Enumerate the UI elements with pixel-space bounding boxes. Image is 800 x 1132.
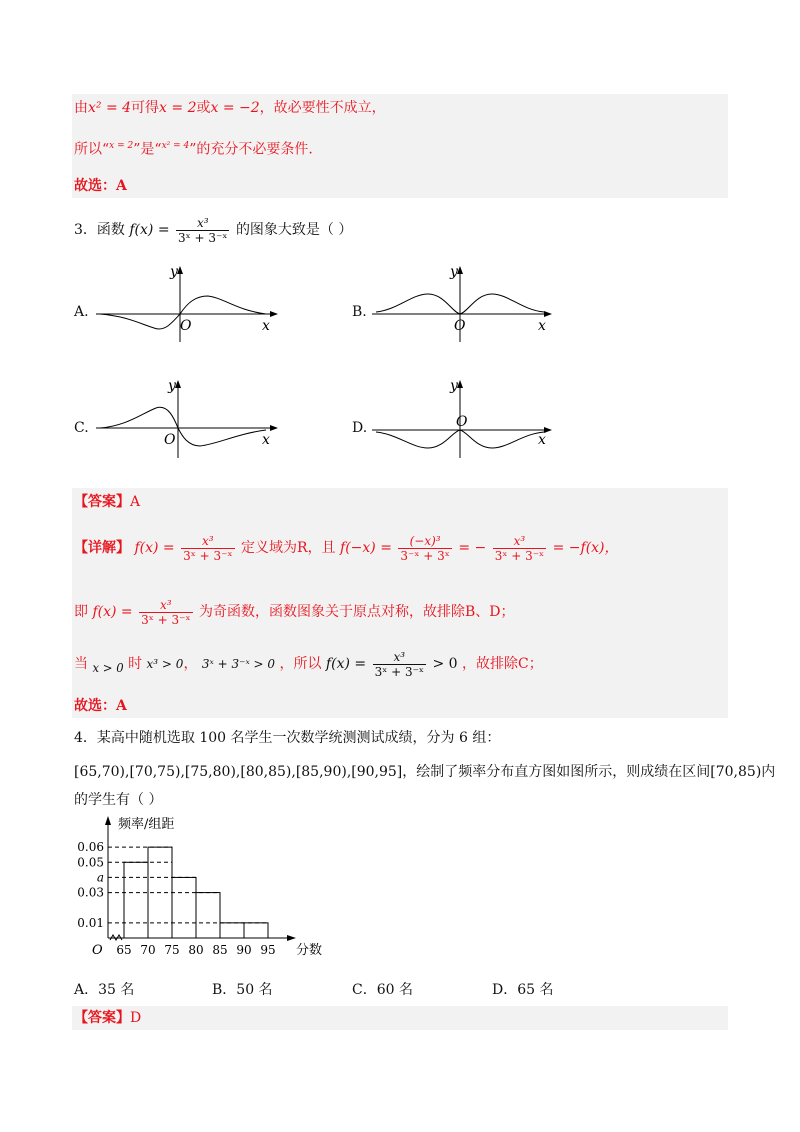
q3-b-o: O [454,318,466,334]
hist-bar [172,877,196,938]
q4-stem-line-3: 的学生有（ ） [74,792,163,808]
hist-bar [220,923,244,938]
q3-b-y: y [450,264,458,280]
q3-option-a-label: A. [74,304,89,320]
hist-ytick-label: 0.06 [77,840,104,855]
q3-b-x: x [538,318,546,334]
q3-choose: 故选：A [74,698,127,714]
q3-option-c-label: C. [74,420,89,436]
hist-xtick-label: 95 [260,943,276,957]
q3-a-y: y [170,264,178,280]
q3-option-a-graph [96,262,286,346]
q3-detail-line-1: 【详解】 f(x) = $\frac{\text{x³}}{\text{3ˣ + 3⁻ˣ}}$ 定义域为R，且 f(−x) = $\frac{\text{(−x)³}}{\text{3⁻ˣ + 3ˣ}}$ = − $\frac{\text{x³}}{\text{3ˣ + 3⁻ˣ}}$ = −f(x)， [74,533,619,563]
q3-d-o: O [456,414,468,430]
hist-xtick-label: 65 [116,943,132,957]
hist-ytick-label: 0.01 [77,915,104,930]
q4-answer: 【答案】D [74,1010,142,1026]
q3-option-c-graph [96,376,286,460]
q2-solution-line-1: 由x² = 4可得x = 2或x = −2，故必要性不成立， [74,100,386,116]
q3-answer: 【答案】A [74,494,141,510]
q3-option-d-graph [372,376,562,460]
hist-ylabel: 频率/组距 [118,817,175,832]
q2-solution-line-2: 所以“$^{x = 2}$”是“$^{x^2 = 4}$”的充分不必要条件. [74,141,313,158]
hist-xtick-label: 75 [164,943,180,957]
q3-detail-line-2: 即 f(x) = $\frac{\text{x³}}{\text{3ˣ + 3⁻ˣ}}$ 为奇函数，函数图象关于原点对称，故排除B、D； [74,597,515,627]
q2-choose: 故选：A [74,178,127,194]
hist-ytick-label: 0.03 [77,885,104,900]
q4-answer-box [72,1006,728,1030]
q3-option-b-label: B. [352,304,367,320]
q3-d-y: y [450,378,458,394]
q3-a-o: O [180,318,192,334]
q4-histogram [74,812,334,964]
q3-c-y: y [168,378,176,394]
hist-ytick-label: 0.05 [77,855,104,870]
hist-bar [196,893,220,938]
q4-stem-line-1: 4．某高中随机选取 100 名学生一次数学统测测试成绩，分为 6 组： [74,730,501,746]
q3-c-o: O [164,432,176,448]
hist-ytick-label: a [96,870,104,885]
q4-option-c: C．60 名 [352,982,413,998]
q3-detail-line-3: 当 $_{x > 0}$ 时 x³ > 0， 3ˣ + 3⁻ˣ > 0 ，所以 f(x) = $\frac{\text{x³}}{\text{3ˣ + 3⁻ˣ}}$ > 0 ，故排除C； [74,649,543,679]
q3-d-x: x [538,432,546,448]
q4-option-b: B．50 名 [212,982,273,998]
q4-option-d: D．65 名 [492,982,554,998]
q4-option-a: A．35 名 [74,982,135,998]
q3-a-x: x [262,318,270,334]
hist-xtick-label: 80 [188,943,204,957]
q4-stem-line-2: [65,70),[70,75),[75,80),[80,85),[85,90),[90,95]，绘制了频率分布直方图如图所示，则成绩在区间[70,85)内 [74,764,776,780]
hist-origin: O [92,943,103,958]
q3-c-x: x [262,432,270,448]
q3-option-b-graph [372,262,562,346]
hist-xtick-label: 70 [140,943,156,957]
q3-stem: 3．函数 f(x) = $\frac{\text{x³}}{\text{3ˣ + 3⁻ˣ}}$ 的图象大致是（ ） [74,215,353,245]
q3-option-d-label: D. [352,420,368,436]
hist-bar [244,923,268,938]
hist-xtick-label: 85 [212,943,228,957]
hist-xtick-label: 90 [236,943,252,957]
hist-xlabel: 分数 [296,943,323,958]
hist-bar [124,862,148,938]
